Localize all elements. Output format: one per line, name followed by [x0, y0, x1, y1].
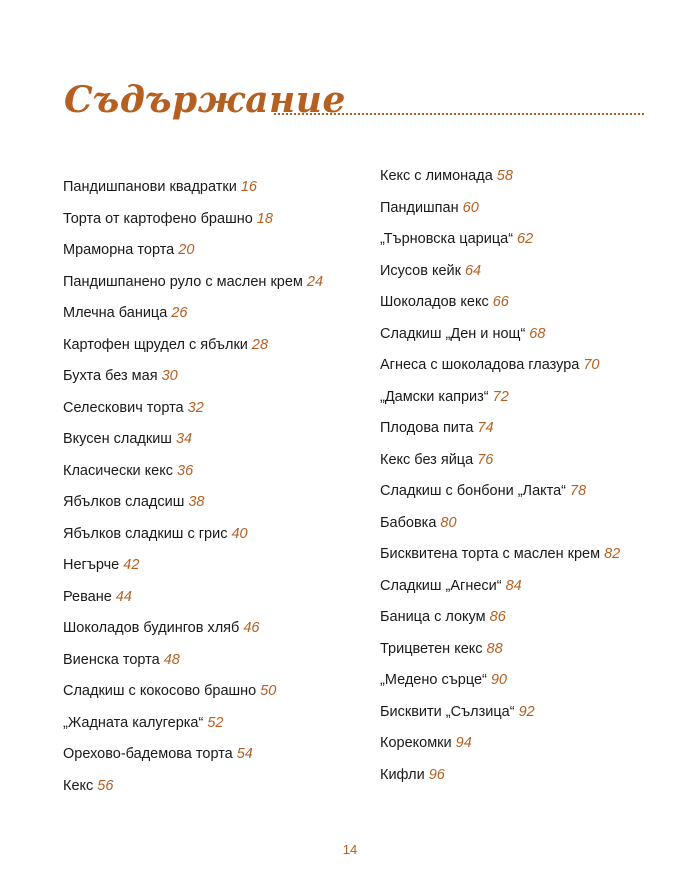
- toc-entry-title: „Дамски каприз“: [380, 388, 489, 405]
- toc-entry-title: Шоколадов кекс: [380, 294, 489, 310]
- toc-entry[interactable]: [380, 511, 620, 543]
- toc-entry-page: 18: [256, 210, 273, 227]
- toc-entry-page: 54: [236, 746, 253, 762]
- toc-entry[interactable]: [380, 448, 620, 480]
- toc-entry-title: Картофен щрудел с ябълки: [63, 336, 248, 353]
- toc-entry-title: Пандишпан: [380, 199, 459, 216]
- toc-entry[interactable]: [63, 711, 323, 743]
- toc-entry[interactable]: [380, 227, 620, 259]
- toc-entry-page: 90: [490, 672, 507, 688]
- toc-entry-title: Бисквитена торта с маслен крем: [380, 546, 601, 562]
- toc-entry[interactable]: [380, 479, 620, 511]
- toc-entry-page: 20: [178, 242, 195, 258]
- toc-entry-page: 72: [492, 388, 509, 405]
- toc-entry-page: 48: [163, 651, 180, 668]
- toc-entry[interactable]: [63, 301, 323, 333]
- toc-entry-title: Агнеса с шоколадова глазура: [380, 357, 580, 373]
- toc-entry-title: Плодова пита: [380, 420, 474, 436]
- toc-entry[interactable]: [63, 333, 323, 365]
- toc-entry-title: Бисквити „Сълзица“: [380, 703, 515, 720]
- toc-entry-title: Виенска торта: [63, 651, 160, 668]
- toc-entry-title: „Жадната калугерка“: [63, 714, 204, 731]
- toc-entry-title: „Търновска царица“: [380, 231, 514, 247]
- toc-entry[interactable]: [63, 553, 323, 585]
- toc-entry-page: 52: [207, 714, 224, 731]
- toc-entry-title: Пандишпанови квадратки: [63, 179, 237, 195]
- toc-entry[interactable]: [380, 542, 620, 574]
- toc-entry-page: 38: [188, 494, 205, 510]
- toc-entry[interactable]: [380, 164, 620, 196]
- toc-entry-page: 80: [440, 514, 457, 531]
- toc-entry-title: Негърче: [63, 557, 120, 573]
- toc-entry[interactable]: [380, 637, 620, 669]
- toc-entry[interactable]: [63, 522, 323, 554]
- toc-entry[interactable]: [380, 763, 620, 795]
- toc-entry-page: 76: [477, 451, 494, 468]
- toc-entry-page: 84: [505, 577, 522, 594]
- toc-entry-title: Баница с локум: [380, 609, 486, 625]
- toc-entry[interactable]: [380, 700, 620, 732]
- toc-entry[interactable]: [380, 322, 620, 354]
- toc-entry[interactable]: [380, 353, 620, 385]
- toc-entry[interactable]: [380, 574, 620, 606]
- toc-entry-title: Ябълков сладсиш: [63, 494, 185, 510]
- toc-entry-title: Реване: [63, 588, 112, 605]
- toc-entry-page: 30: [161, 368, 178, 384]
- toc-entry-page: 58: [496, 168, 513, 184]
- toc-entry-page: 66: [492, 294, 509, 310]
- toc-right-column: [380, 164, 620, 794]
- toc-entry-page: 26: [171, 305, 188, 321]
- toc-entry[interactable]: [380, 731, 620, 763]
- toc-entry-page: 88: [486, 640, 503, 657]
- toc-entry-page: 74: [477, 420, 494, 436]
- toc-entry-page: 40: [231, 525, 248, 542]
- toc-entry-title: Бабовка: [380, 514, 437, 531]
- toc-entry-title: Селескович торта: [63, 399, 184, 416]
- toc-left-column: [63, 175, 323, 805]
- toc-entry[interactable]: [63, 207, 323, 239]
- toc-entry[interactable]: [63, 490, 323, 522]
- toc-entry-title: Корекомки: [380, 735, 452, 751]
- toc-entry-page: 56: [97, 777, 114, 794]
- toc-entry-page: 42: [123, 557, 140, 573]
- toc-entry-page: 94: [455, 735, 472, 751]
- title-row: [64, 78, 644, 128]
- toc-entry-title: Сладкиш „Агнеси“: [380, 577, 502, 594]
- title-dotted-leader: [274, 113, 644, 115]
- toc-entry[interactable]: [380, 259, 620, 291]
- toc-entry-page: 92: [518, 703, 535, 720]
- toc-entry-page: 36: [177, 462, 194, 479]
- toc-entry-title: „Медено сърце“: [380, 672, 487, 688]
- toc-entry[interactable]: [63, 238, 323, 270]
- toc-entry[interactable]: [380, 416, 620, 448]
- toc-entry[interactable]: [63, 175, 323, 207]
- toc-entry-page: 24: [306, 273, 324, 290]
- page-title: Съдържание: [64, 79, 346, 121]
- toc-entry-title: Вкусен сладкиш: [63, 431, 172, 447]
- toc-entry-title: Торта от картофено брашно: [63, 210, 253, 227]
- toc-entry[interactable]: [63, 774, 323, 806]
- toc-entry[interactable]: [380, 668, 620, 700]
- toc-entry[interactable]: [63, 616, 323, 648]
- toc-entry-page: 78: [570, 483, 587, 499]
- toc-entry-title: Сладкиш „Ден и нощ“: [380, 325, 526, 342]
- toc-entry-title: Кекс с лимонада: [380, 168, 493, 184]
- toc-entry[interactable]: [63, 679, 323, 711]
- toc-entry[interactable]: [380, 385, 620, 417]
- toc-entry-page: 46: [243, 620, 260, 636]
- toc-entry-title: Трицветен кекс: [380, 640, 483, 657]
- toc-entry[interactable]: [63, 270, 323, 302]
- toc-entry[interactable]: [63, 396, 323, 428]
- toc-entry-page: 60: [462, 199, 479, 216]
- toc-entry-title: Ябълков сладкиш с грис: [63, 525, 228, 542]
- toc-entry[interactable]: [63, 427, 323, 459]
- toc-entry-title: Бухта без мая: [63, 368, 158, 384]
- page-number: 14: [342, 842, 358, 857]
- toc-entry-page: 50: [260, 683, 277, 699]
- toc-entry-title: Сладкиш с бонбони „Лакта“: [380, 483, 567, 499]
- toc-entry-page: 70: [583, 357, 600, 373]
- toc-entry-title: Шоколадов будингов хляб: [63, 620, 240, 636]
- toc-entry-title: Мраморна торта: [63, 242, 175, 258]
- toc-entry-page: 62: [517, 231, 534, 247]
- toc-entry-page: 96: [428, 766, 445, 783]
- toc-entry[interactable]: [63, 585, 323, 617]
- toc-entry-title: Млечна баница: [63, 305, 168, 321]
- toc-entry-title: Класически кекс: [63, 462, 173, 479]
- toc-entry[interactable]: [63, 459, 323, 491]
- toc-entry-page: 34: [175, 431, 193, 447]
- toc-entry-page: 44: [115, 588, 132, 605]
- toc-entry-title: Пандишпанено руло с маслен крем: [63, 273, 303, 290]
- toc-entry-title: Кифли: [380, 766, 425, 783]
- toc-entry[interactable]: [380, 196, 620, 228]
- toc-entry[interactable]: [63, 364, 323, 396]
- toc-entry-page: 64: [464, 262, 482, 279]
- toc-entry[interactable]: [380, 605, 620, 637]
- toc-entry-title: Кекс: [63, 777, 94, 794]
- toc-entry-page: 28: [251, 336, 269, 353]
- toc-entry-page: 32: [187, 399, 204, 416]
- toc-entry-page: 16: [240, 179, 257, 195]
- toc-entry[interactable]: [380, 290, 620, 322]
- toc-entry-page: 68: [529, 325, 546, 342]
- toc-entry-title: Орехово-бадемова торта: [63, 746, 233, 762]
- toc-entry[interactable]: [63, 648, 323, 680]
- toc-entry-page: 86: [489, 609, 506, 625]
- toc-entry-title: Исусов кейк: [380, 262, 461, 279]
- toc-entry-title: Кекс без яйца: [380, 451, 474, 468]
- toc-entry[interactable]: [63, 742, 323, 774]
- toc-entry-page: 82: [604, 546, 621, 562]
- toc-entry-title: Сладкиш с кокосово брашно: [63, 683, 257, 699]
